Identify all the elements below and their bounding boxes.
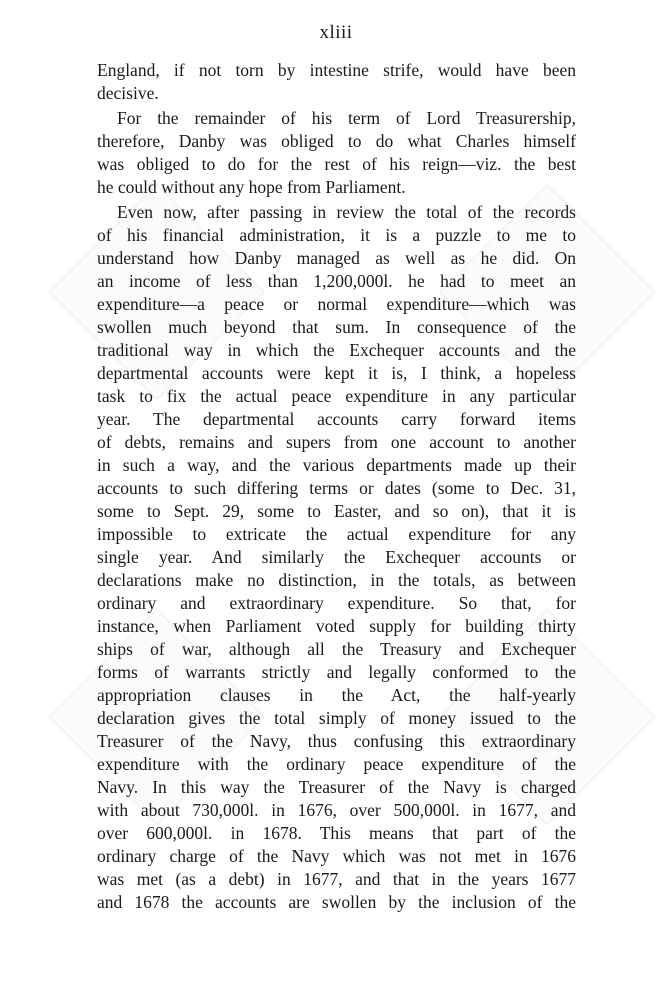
text-line: an income of less than 1,200,000l. he had to meet an xyxy=(97,271,576,291)
text-line: in such a way, and the various departments made up their xyxy=(97,455,576,475)
text-line: expenditure with the ordinary peace expenditure of the xyxy=(97,754,576,774)
text-line: England, if not torn by intestine strife, would have been xyxy=(97,60,576,80)
paragraph xyxy=(97,201,576,914)
text-line: with about 730,000l. in 1676, over 500,000l. in 1677, and xyxy=(97,800,576,820)
text-line: year. The departmental accounts carry forward items xyxy=(97,409,576,429)
text-line: declarations make no distinction, in the totals, as between xyxy=(97,570,576,590)
paragraph xyxy=(97,59,576,105)
text-line: was met (as a debt) in 1677, and that in the years 1677 xyxy=(97,869,576,889)
text-line: ordinary charge of the Navy which was not met in 1676 xyxy=(97,846,576,866)
text-line: ordinary and extraordinary expenditure. So that, for xyxy=(97,593,576,613)
text-line: departmental accounts were kept it is, I think, a hopeless xyxy=(97,363,576,383)
text-line: forms of warrants strictly and legally conformed to the xyxy=(97,662,576,682)
text-line: he could without any hope from Parliament. xyxy=(97,177,406,197)
text-line: task to fix the actual peace expenditure in any particular xyxy=(97,386,576,406)
text-line: instance, when Parliament voted supply for building thirty xyxy=(97,616,576,636)
text-line: decisive. xyxy=(97,83,159,103)
text-line: Even now, after passing in review the total of the records xyxy=(117,202,576,222)
text-line: some to Sept. 29, some to Easter, and so on), that it is xyxy=(97,501,576,521)
text-line: over 600,000l. in 1678. This means that part of the xyxy=(97,823,576,843)
text-line: was obliged to do for the rest of his reign—viz. the best xyxy=(97,154,576,174)
paragraph xyxy=(97,107,576,199)
text-line: impossible to extricate the actual expenditure for any xyxy=(97,524,576,544)
text-line: ships of war, although all the Treasury and Exchequer xyxy=(97,639,576,659)
text-line: single year. And similarly the Exchequer accounts or xyxy=(97,547,576,567)
text-line: For the remainder of his term of Lord Treasurership, xyxy=(117,108,576,128)
text-line: and 1678 the accounts are swollen by the inclusion of the xyxy=(97,892,576,912)
text-line: traditional way in which the Exchequer accounts and the xyxy=(97,340,576,360)
text-line: therefore, Danby was obliged to do what Charles himself xyxy=(97,131,576,151)
text-line: swollen much beyond that sum. In consequence of the xyxy=(97,317,576,337)
text-line: of debts, remains and supers from one account to another xyxy=(97,432,576,452)
text-line: Treasurer of the Navy, thus confusing this extraordinary xyxy=(97,731,576,751)
body-text xyxy=(97,59,576,914)
text-line: Navy. In this way the Treasurer of the Navy is charged xyxy=(97,777,576,797)
text-line: declaration gives the total simply of money issued to the xyxy=(97,708,576,728)
text-line: accounts to such differing terms or dates (some to Dec. 31, xyxy=(97,478,576,498)
text-line: understand how Danby managed as well as he did. On xyxy=(97,248,576,268)
text-line: appropriation clauses in the Act, the half-yearly xyxy=(97,685,576,705)
text-line: of his financial administration, it is a puzzle to me to xyxy=(97,225,576,245)
page-number: xliii xyxy=(319,22,353,43)
text-line: expenditure—a peace or normal expenditure—which was xyxy=(97,294,576,314)
